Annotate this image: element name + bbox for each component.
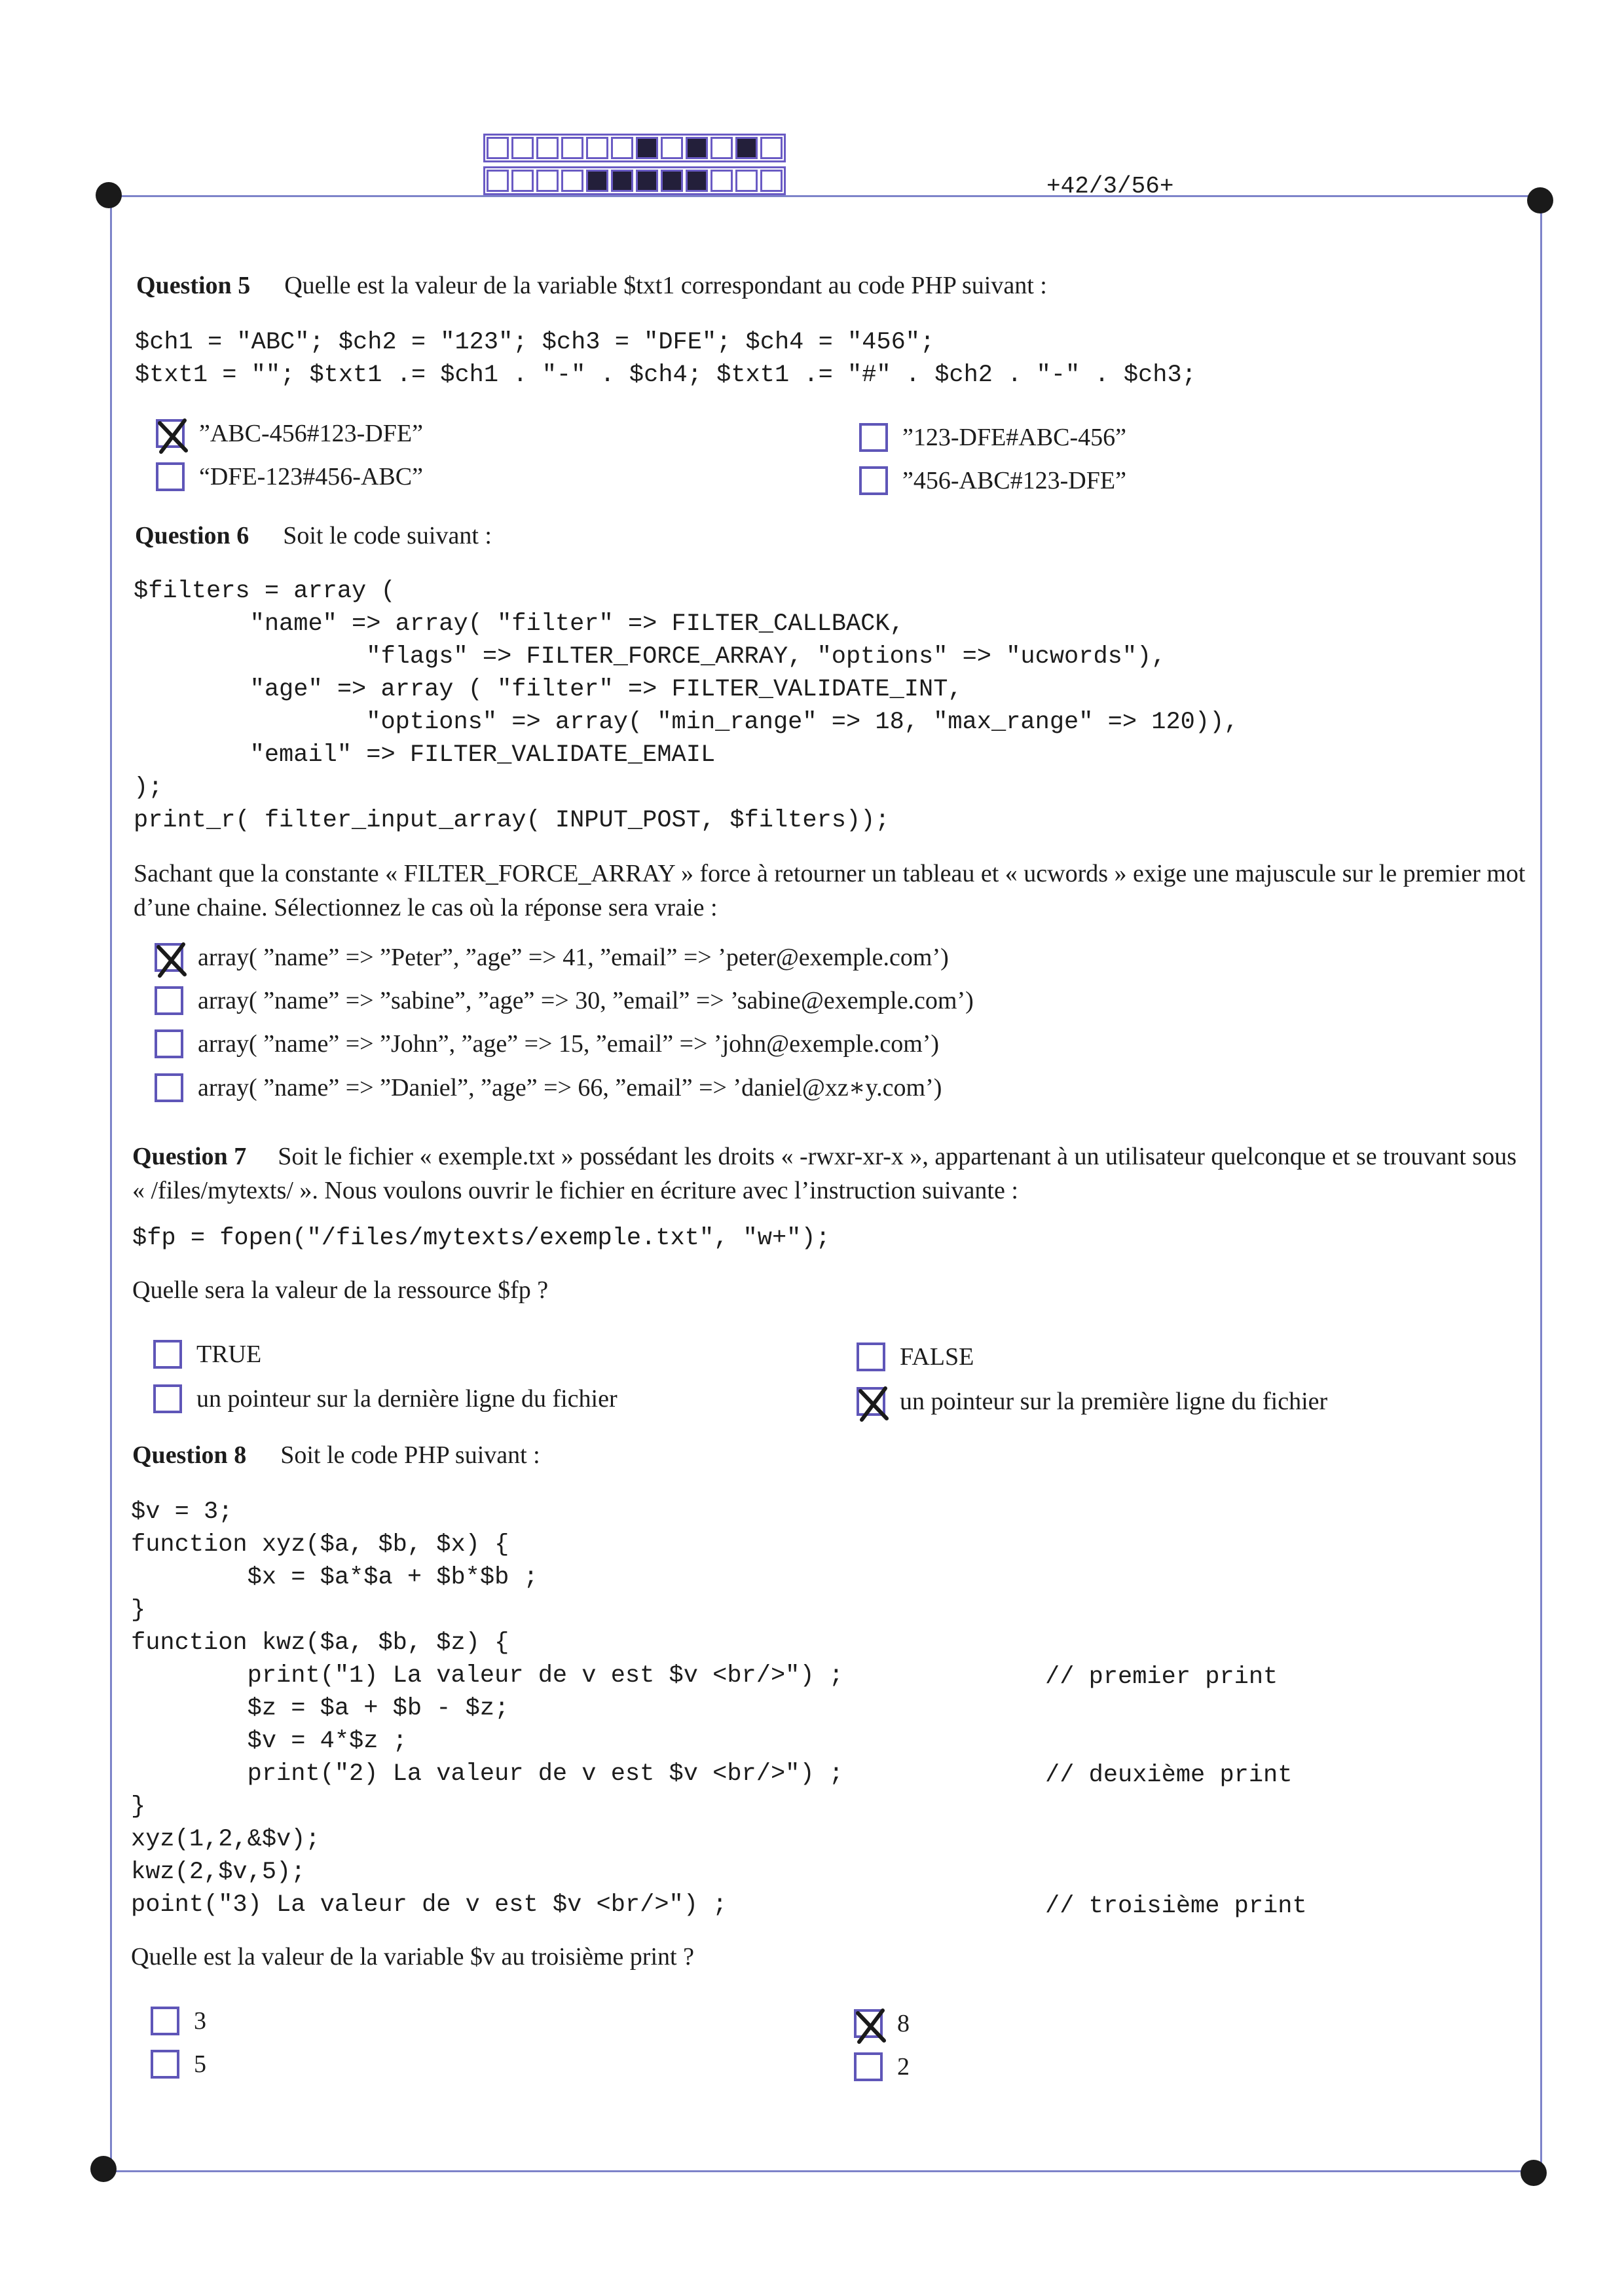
option-text: “DFE-123#456-ABC” <box>199 463 423 491</box>
corner-marker-top-right <box>1527 187 1553 213</box>
option-text: ”456-ABC#123-DFE” <box>902 467 1126 494</box>
id-box <box>487 170 509 192</box>
code-line: ); <box>134 774 163 802</box>
check-cross-icon <box>854 1382 895 1425</box>
option-text: un pointeur sur la première ligne du fichier <box>900 1388 1328 1415</box>
checkbox[interactable] <box>156 419 185 448</box>
checkbox[interactable] <box>155 1073 183 1102</box>
id-box <box>661 137 683 159</box>
answer-option[interactable] <box>155 1073 942 1102</box>
option-text: array( ”name” => ”sabine”, ”age” => 30, ”email” => ’sabine@exemple.com’) <box>198 987 974 1014</box>
id-box <box>710 137 733 159</box>
question-label: Question 8 <box>132 1441 247 1469</box>
id-box <box>536 170 559 192</box>
code-line: $z = $a + $b - $z; <box>131 1695 509 1722</box>
id-box <box>735 137 758 159</box>
option-text: array( ”name” => ”Daniel”, ”age” => 66, ”email” => ’daniel@xz∗y.com’) <box>198 1074 942 1102</box>
checkbox[interactable] <box>857 1342 885 1371</box>
question-text: Quelle est la valeur de la variable $txt1 correspondant au code PHP suivant : <box>284 272 1047 299</box>
option-text: un pointeur sur la dernière ligne du fichier <box>196 1385 618 1413</box>
question-6-heading <box>135 521 492 550</box>
code-line: } <box>131 1793 146 1821</box>
id-box <box>760 170 783 192</box>
answer-option[interactable] <box>153 1340 261 1369</box>
frame-top-border <box>111 195 1542 197</box>
check-cross-icon <box>851 2004 892 2047</box>
checkbox[interactable] <box>857 1387 885 1416</box>
answer-option[interactable] <box>153 1384 618 1413</box>
corner-marker-bottom-left <box>90 2156 117 2182</box>
answer-option[interactable] <box>151 2007 206 2035</box>
answer-option[interactable] <box>859 423 1126 452</box>
code-line: kwz(2,$v,5); <box>131 1859 306 1886</box>
id-boxes-row-1 <box>483 134 786 162</box>
id-box <box>511 170 534 192</box>
checkbox[interactable] <box>153 1340 182 1369</box>
code-line: print_r( filter_input_array( INPUT_POST, $filters)); <box>134 807 890 834</box>
answer-option[interactable] <box>156 419 423 448</box>
question-text: Soit le code PHP suivant : <box>280 1441 540 1469</box>
frame-bottom-border <box>103 2170 1541 2172</box>
checkbox[interactable] <box>155 943 183 972</box>
checkbox[interactable] <box>854 2009 883 2038</box>
corner-marker-top-left <box>96 182 122 208</box>
checkbox[interactable] <box>859 466 888 495</box>
option-text: 2 <box>897 2053 910 2081</box>
id-box <box>686 137 708 159</box>
answer-option[interactable] <box>151 2050 206 2079</box>
option-text: FALSE <box>900 1343 974 1371</box>
question-label: Question 5 <box>136 272 251 299</box>
answer-option[interactable] <box>156 462 423 491</box>
checkbox[interactable] <box>155 986 183 1015</box>
checkbox[interactable] <box>156 462 185 491</box>
question-label: Question 6 <box>135 522 249 549</box>
option-text: array( ”name” => ”Peter”, ”age” => 41, ”email” => ’peter@exemple.com’) <box>198 944 949 971</box>
answer-option[interactable] <box>854 2009 910 2038</box>
code-line: } <box>131 1597 146 1624</box>
option-text: array( ”name” => ”John”, ”age” => 15, ”email” => ’john@exemple.com’) <box>198 1030 940 1058</box>
check-cross-icon <box>152 938 193 981</box>
code-line: $x = $a*$a + $b*$b ; <box>131 1564 538 1591</box>
code-line: $txt1 = ""; $txt1 .= $ch1 . "-" . $ch4; $txt1 .= "#" . $ch2 . "-" . $ch3; <box>135 361 1196 389</box>
code-comment: // troisième print <box>1045 1893 1307 1920</box>
question-text: Soit le fichier « exemple.txt » possédant les droits « -rwxr-xr-x », appartenant à un utilisateur quelconque et se trouvant sous « /files/mytexts/ ». Nous voulons ouvrir le fichier en écriture avec l’instruction suivante : <box>132 1143 1517 1204</box>
id-box <box>561 137 583 159</box>
frame-left-border <box>110 195 112 2173</box>
answer-option[interactable] <box>857 1387 1327 1416</box>
answer-option[interactable] <box>857 1342 974 1371</box>
question-paragraph: Sachant que la constante « FILTER_FORCE_ARRAY » force à retourner un tableau et « ucwords » exige une majuscule sur le premier mot d’une chaine. Sélectionnez le cas où la réponse sera vraie : <box>134 860 1526 921</box>
checkbox[interactable] <box>859 423 888 452</box>
id-box <box>611 137 633 159</box>
answer-option[interactable] <box>155 943 949 972</box>
code-line: "options" => array( "min_range" => 18, "max_range" => 120)), <box>134 709 1239 736</box>
id-box <box>561 170 583 192</box>
checkbox[interactable] <box>155 1029 183 1058</box>
checkbox[interactable] <box>151 2050 179 2079</box>
question-5-heading <box>136 271 1047 300</box>
answer-option[interactable] <box>854 2052 910 2081</box>
question-label: Question 7 <box>132 1143 247 1170</box>
id-box <box>760 137 783 159</box>
question-text: Quelle est la valeur de la variable $v au troisième print ? <box>131 1943 694 1971</box>
id-box <box>735 170 758 192</box>
code-line: $filters = array ( <box>134 578 396 605</box>
code-line: $ch1 = "ABC"; $ch2 = "123"; $ch3 = "DFE"; $ch4 = "456"; <box>135 329 935 356</box>
option-text: ”ABC-456#123-DFE” <box>199 420 423 447</box>
check-cross-icon <box>153 414 194 457</box>
code-line: point("3) La valeur de v est $v <br/>") ; <box>131 1891 728 1919</box>
option-text: 8 <box>897 2010 910 2037</box>
checkbox[interactable] <box>153 1384 182 1413</box>
answer-option[interactable] <box>155 1029 939 1058</box>
option-text: 5 <box>194 2050 206 2078</box>
id-box <box>611 170 633 192</box>
id-box <box>636 137 658 159</box>
question-text: Quelle sera la valeur de la ressource $fp ? <box>132 1276 549 1304</box>
id-box <box>686 170 708 192</box>
code-line: "age" => array ( "filter" => FILTER_VALIDATE_INT, <box>134 676 963 703</box>
code-line: "email" => FILTER_VALIDATE_EMAIL <box>134 741 716 769</box>
id-boxes-row-2 <box>483 166 786 195</box>
id-box <box>536 137 559 159</box>
corner-marker-bottom-right <box>1521 2160 1547 2186</box>
code-comment: // deuxième print <box>1045 1762 1293 1789</box>
id-box <box>586 137 608 159</box>
question-7-paragraph <box>132 1139 1527 1208</box>
checkbox[interactable] <box>854 2052 883 2081</box>
code-line: $v = 3; <box>131 1498 233 1526</box>
question-8-heading <box>132 1441 540 1470</box>
checkbox[interactable] <box>151 2007 179 2035</box>
id-box <box>586 170 608 192</box>
answer-option[interactable] <box>155 986 974 1015</box>
frame-right-border <box>1540 195 1542 2173</box>
code-comment: // premier print <box>1045 1663 1278 1691</box>
id-box <box>511 137 534 159</box>
code-line: print("2) La valeur de v est $v <br/>") ; <box>131 1760 843 1788</box>
answer-option[interactable] <box>859 466 1126 495</box>
code-line: function kwz($a, $b, $z) { <box>131 1629 509 1657</box>
id-box <box>710 170 733 192</box>
code-line: function xyz($a, $b, $x) { <box>131 1531 509 1559</box>
option-text: ”123-DFE#ABC-456” <box>902 424 1126 451</box>
question-text: Soit le code suivant : <box>283 522 492 549</box>
code-line: "flags" => FILTER_FORCE_ARRAY, "options" => "ucwords"), <box>134 643 1166 671</box>
code-line: "name" => array( "filter" => FILTER_CALLBACK, <box>134 610 904 638</box>
option-text: 3 <box>194 2007 206 2035</box>
id-box <box>487 137 509 159</box>
code-line: print("1) La valeur de v est $v <br/>") ; <box>131 1662 843 1690</box>
id-box <box>661 170 683 192</box>
code-line: $v = 4*$z ; <box>131 1728 407 1755</box>
option-text: TRUE <box>196 1341 262 1368</box>
code-line: xyz(1,2,&$v); <box>131 1826 320 1853</box>
code-line: $fp = fopen("/files/mytexts/exemple.txt", "w+"); <box>132 1225 830 1252</box>
page-id: +42/3/56+ <box>1046 173 1174 200</box>
id-box <box>636 170 658 192</box>
